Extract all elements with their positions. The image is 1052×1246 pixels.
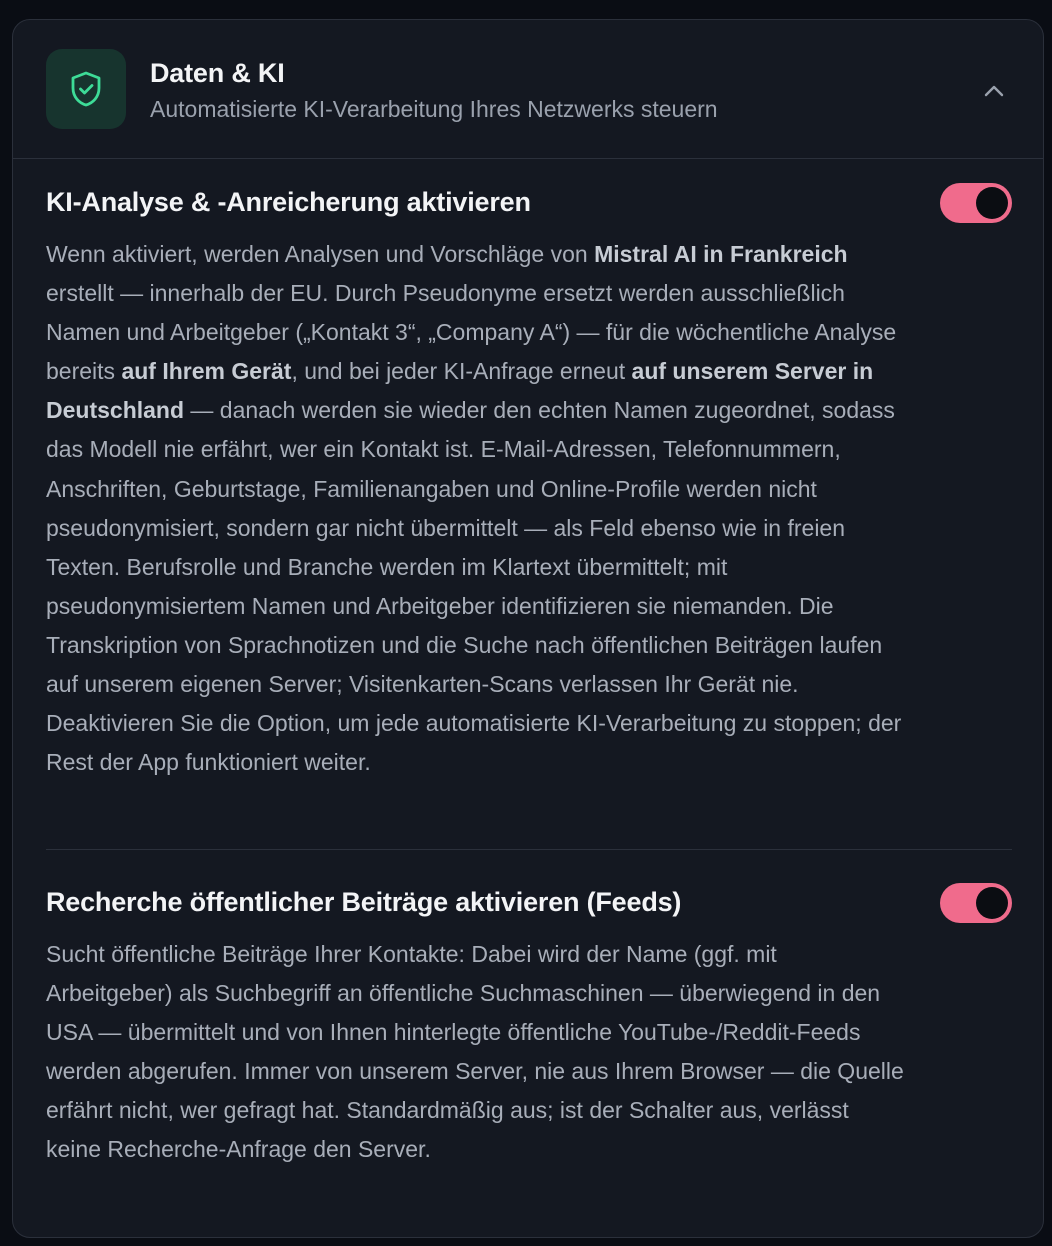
body-text: erstellt — innerhalb der EU. Durch Pseudonyme ersetzt werden ausschließlich Namen und Arbeitgeber („Kontakt 3“, „Company A“) — für die wöchentliche Analyse bereits [46,280,897,385]
settings-card [12,19,1044,1238]
body-text: , und bei jeder KI-Anfrage erneut [291,358,632,385]
body-text: — danach werden sie wieder den echten Namen zugeordnet, sodass das Modell nie erfährt, wer ein Kontakt ist. E-Mail-Adressen, Telefonnummern, Anschriften, Geburtstage, Familienangaben und Online-Profile werden nicht pseudonymisiert, sondern gar nicht übermittelt — als Feld ebenso wie in freien Texten. Berufsrolle und Branche werden im Klartext übermittelt; mit pseudonymisiertem Namen und Arbeitgeber identifizieren sie niemanden. Die Transkription von Sprachnotizen und die Suche nach öffentlichen Beiträgen laufen auf unserem eigenen Server; Visitenkarten-Scans verlassen Ihr Gerät nie. Deaktivieren Sie die Option, um jede automatisierte KI-Verarbeitung zu stoppen; der Rest der App funktioniert weiter. [46,397,902,776]
toggle-feeds[interactable] [940,883,1012,923]
emphasis-text: auf Ihrem Gerät [121,358,292,385]
body-text: Sucht öffentliche Beiträge Ihrer Kontakte: Dabei wird der Name (ggf. mit Arbeitgeber) als Suchbegriff an öffentliche Suchmaschinen — überwiegend in den USA — übermittelt und von Ihnen hinterlegte öffentliche YouTube-/Reddit-Feeds werden abgerufen. Immer von unserem Server, nie aus Ihrem Browser — die Quelle erfährt nicht, wer gefragt hat. Standardmäßig aus; ist der Schalter aus, verlässt keine Recherche-Anfrage den Server. [46,941,904,1163]
toggle-knob [976,887,1008,919]
chevron-up-icon[interactable] [979,76,1009,106]
section-title: Recherche öffentlicher Beiträge aktivieren (Feeds) [46,887,682,917]
header-title: Daten & KI [150,58,285,88]
emphasis-text: auf unserem Server in Deutschland [46,358,874,424]
section-ki-analyse [46,186,1012,782]
section-title: KI-Analyse & -Anreicherung aktivieren [46,187,531,217]
toggle-knob [976,187,1008,219]
body-text: Wenn aktiviert, werden Analysen und Vorschläge von [46,241,595,267]
emphasis-text: Mistral AI in Frankreich [594,241,848,267]
shield-check-icon [46,49,126,129]
section-description [46,235,908,782]
section-description [46,935,908,1170]
card-header[interactable] [13,20,1043,159]
section-feeds [46,886,1012,1170]
header-subtitle: Automatisierte KI-Verarbeitung Ihres Netzwerks steuern [150,96,718,122]
section-divider [46,849,1012,850]
toggle-ki-analyse[interactable] [940,183,1012,223]
